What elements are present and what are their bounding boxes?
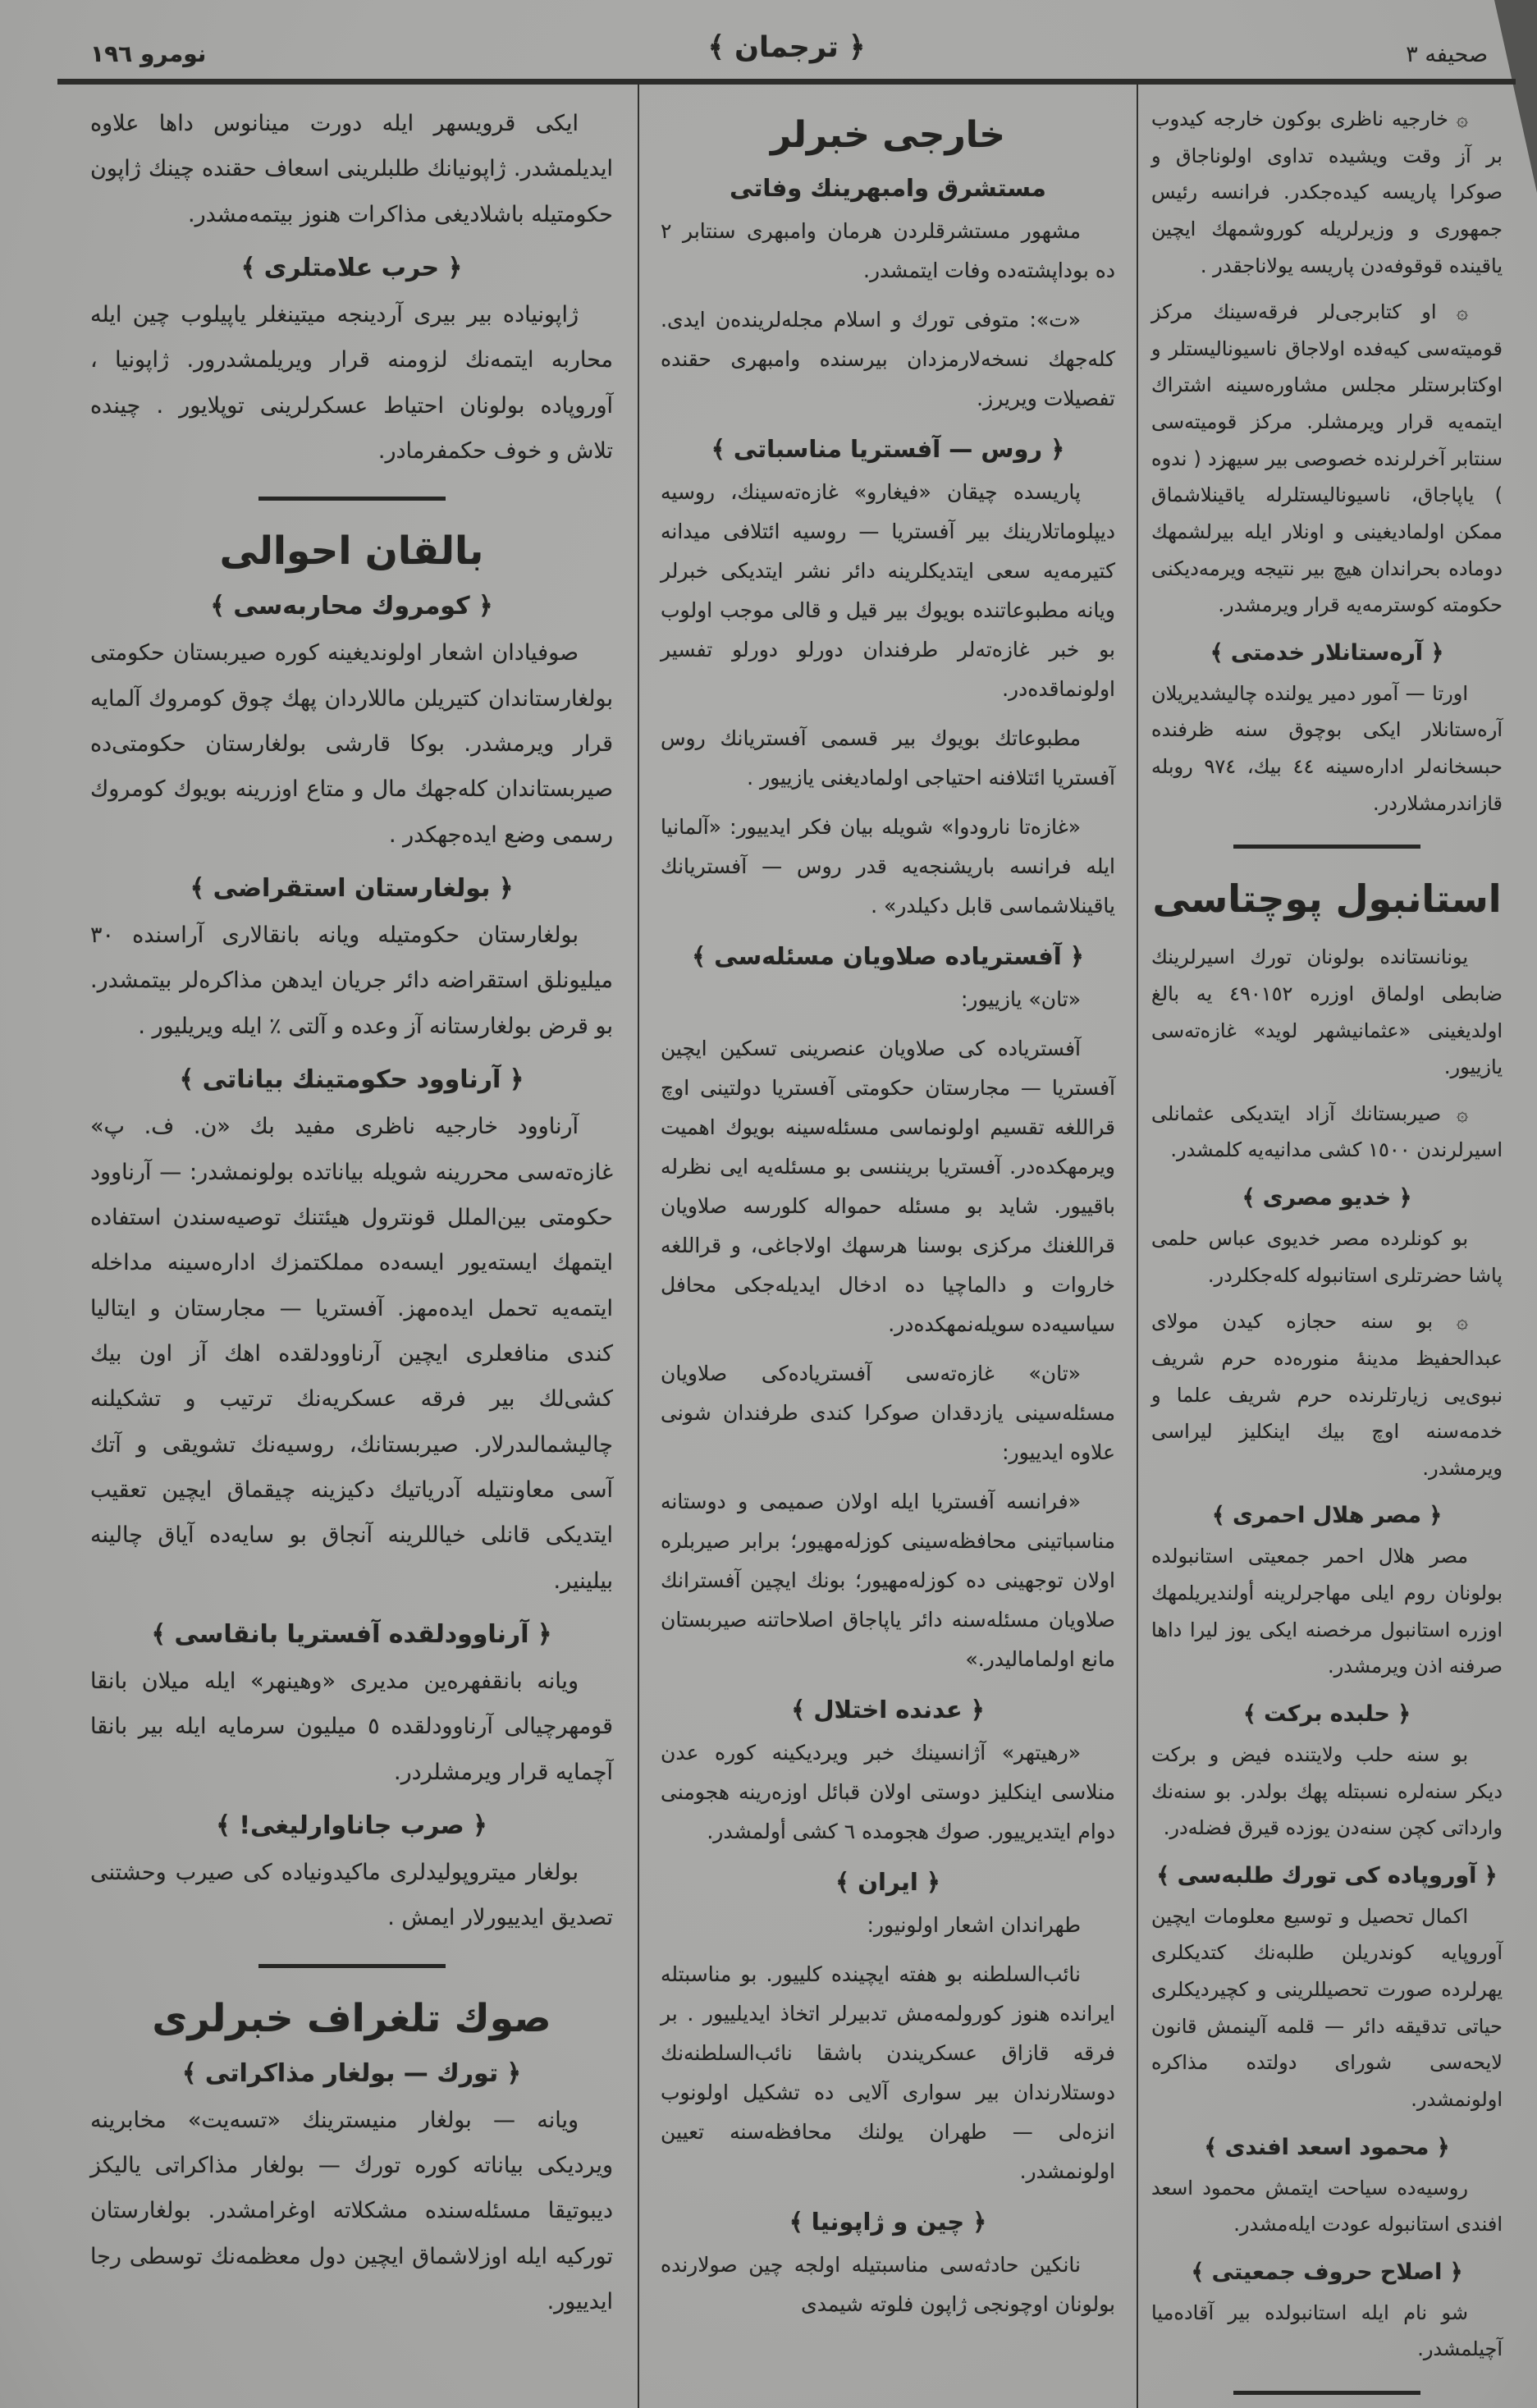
issue-number-label: نومرو ١٩٦: [90, 40, 207, 67]
article-heading: ﴿ آرناوودلقده آفستريا بانقاسى ﴾: [151, 1619, 552, 1649]
article-heading: ﴿ بولغارستان استقراضى ﴾: [190, 874, 514, 904]
article-paragraph: «فرانسه آفستريا ايله اولان صميمى و دوستانه مناسباتينى محافظه‌سينى كوزله‌مهيور؛ برابر صيربلره اولان توجهينى ده كوزله‌مهيور؛ بونك ايچين آفسترانك صلاويان مسئله‌سنه دائر ياپاجاق اصلاحاتنه صيربستان مانع اولماماليدر.»: [661, 1490, 1115, 1671]
article-heading: ﴿ مصر هلال احمرى ﴾: [1211, 1503, 1443, 1529]
article-heading: ﴿ محمود اسعد افندى ﴾: [1204, 2134, 1450, 2160]
article-paragraph: ويانه بانقفهره‌ين مديرى «وهينهر» ايله ميلان بانقا قومهرچيالى آرناوودلقده ٥ ميليون سرمايه ايله بير بانقا آچمايه قرار ويرمشلردر.: [90, 1668, 613, 1785]
article-lead: «تان» يازييور:: [960, 987, 1081, 1011]
article-heading: ﴿ حلبده بركت ﴾: [1242, 1701, 1411, 1727]
article-paragraph: آفسترياده كى صلاويان عنصرينى تسكين ايچين آفستريا — مجارستان حكومتى آفستريا دولتينى اوچ قراللغه تقسيم اولونماسى مسئله‌سينه بويوك اهميت ويرمهكده‌در. آفستريا بريننسى بو مسئله‌يه ايى نظرله باقييور. شايد بو مسئله حمواله كلورسه صلاويان قراللغنك مركزى بوسنا هرسهك اولاجاغى، و قراللغه خاروات و دالماچيا ده ادخال ايديله‌جكى محافل سياسيه‌ده سويله‌نمهكده‌در.: [661, 1037, 1115, 1336]
article-paragraph: «غازه‌تا نارودوا» شويله بيان فكر ايدييور: «آلمانيا ايله فرانسه باريشنجه‌يه قدر روس — آفستريانك ياقينلاشماسى قابل دكيلدر» .: [661, 815, 1115, 918]
article-paragraph: بو سنه حلب ولايتنده فيض و بركت ديكر سنه‌لره نسبتله پهك بولدر. بو سنه‌نك وارداتى كچن سنه‌دن يوزده قيرق فضله‌در.: [1151, 1742, 1503, 1840]
article-paragraph: ۞ خارجيه ناظرى بوكون خارجه كيدوب بر آز وقت ويشيده تداوى اولوناجاق و صوكرا پاريسه كيده‌جكدر. فرانسه رئيس جمهورى و وزيرلريله كوروشمهك ايچين ياقينده قوقوفه‌دن پاريسه يولاناجقدر .: [1151, 108, 1503, 277]
article-paragraph: نائب‌السلطنه بو هفته ايچينده كلييور. بو مناسبتله ايرانده هنوز كورولمه‌مش تدبيرلر اتخاذ ايديلييور . بر فرقه قازاق عسكريندن باشقا نائب‌السلطنه‌نك دوستلارندان بير سوارى آلايى ده تشكيل اولونوب انزه‌لى — طهران يولنك محافظه‌سنه تعيين اولونمشدر.: [661, 1962, 1115, 2183]
newspaper-column-left: [57, 85, 638, 2408]
article-paragraph: «رهيتهر» آژانسينك خبر ويرديكينه كوره عدن منلاسى اينكليز دوستى اولان قبائل اوزه‌رينه هجومنى دوام ايتديرييور. صوك هجومده ٦ كشى أولمشدر.: [661, 1741, 1115, 1843]
article-paragraph: ۞ بو سنه حجازه كيدن مولاى عبدالحفيظ مدينۀ منوره‌ده حرم شريف نبوى‌يى زيارتلرنده حرم شريف علما و خدمه‌سنه اوچ بيك اينكليز ليراسى ويرمشدر.: [1151, 1310, 1503, 1480]
article-heading: ﴿ آرناوود حكومتينك بياناتى ﴾: [179, 1065, 524, 1095]
article-paragraph: «تان» غازه‌ته‌سى آفسترياده‌كى صلاويان مسئله‌سينى يازدقدان صوكرا كندى طرفندان شونى علاوه ايدييور:: [661, 1362, 1115, 1464]
page-header: [57, 0, 1516, 85]
article-lead: طهراندان اشعار اولونيور:: [867, 1913, 1081, 1937]
article-heading: ﴿ آره‌ستانلار خدمتى ﴾: [1210, 639, 1444, 666]
article-heading: ﴿ صرب جاناوارليغى! ﴾: [216, 1811, 487, 1840]
newspaper-column-middle: [638, 85, 1138, 2408]
masthead-title: ﴿ ترجمان ﴾: [707, 31, 866, 64]
article-paragraph: اورتا — آمور دمير يولنده چاليشديريلان آره‌ستانلار ايكى بوچوق سنه ظرفنده حبسخانه‌لر اداره‌سينه ٤٤ بيك، ٩٧٤ روبله قازاندرمشلاردر.: [1151, 681, 1503, 815]
article-heading: ﴿ خديو مصرى ﴾: [1242, 1185, 1412, 1211]
article-paragraph: مطبوعاتك بويوك بير قسمى آفستريانك روس آفستريا ائتلافنه احتياجى اولماديغنى يازييور .: [661, 726, 1115, 790]
article-paragraph: شو نام ايله استانبولده بير آقاده‌ميا آچيلمشدر.: [1151, 2300, 1503, 2361]
newspaper-column-right: [1138, 85, 1516, 2408]
section-title: خارجى خبرلر: [770, 114, 1006, 156]
article-heading: ﴿ آفسترياده صلاويان مسئله‌سى ﴾: [692, 942, 1084, 970]
article-paragraph: صوفيادان اشعار اولونديغينه كوره صيربستان حكومتى بولغارستاندان كتيريلن ماللاردان پهك چوق كومروك آلمايه قرار ويرمشدر. بوكا قارشى بولغارستان حكومتى‌ده صيربستاندان كله‌جهك مال و متاع اوزرينه بويوك كومروك رسمى وضع ايده‌جهكدر .: [90, 640, 613, 848]
section-title: صوك تلغراف خبرلرى: [152, 1995, 551, 2041]
section-divider: [258, 497, 446, 501]
article-heading: ﴿ چين و ژاپونيا ﴾: [789, 2208, 987, 2236]
section-divider: [258, 1964, 446, 1968]
article-paragraph: بولغار ميتروپوليدلرى ماكيدونياده كى صيرب وحشتنى تصديق ايدييورلار ايمش .: [90, 1859, 613, 1931]
article-heading: ﴿ اصلاح حروف جمعيتى ﴾: [1191, 2259, 1463, 2285]
article-paragraph: مصر هلال احمر جمعيتى استانبولده بولونان روم ايلى مهاجرلرينه أولنديريلمهك اوزره استانبول مرخصنه ايكى يوز ليرا داها صرفنه اذن ويرمشدر.: [1151, 1545, 1503, 1678]
article-heading: ﴿ حرب علامتلرى ﴾: [240, 254, 463, 283]
article-paragraph: «ت»: متوفى تورك و اسلام مجله‌لرينده‌ن ايدى. كله‌جهك نسخه‌لارمزدان بيرسنده وامبهرى حقنده تفصيلات ويريرز.: [661, 308, 1115, 410]
section-title: بالقان احوالى: [219, 529, 484, 575]
columns-container: [57, 85, 1516, 2408]
article-paragraph: نانكين حادثه‌سى مناسبتيله اولجه چين صولارنده بولونان اوچونجى ژاپون فلوته شيمدى: [661, 2253, 1115, 2316]
article-heading: ﴿ آوروپاده كى تورك طلبه‌سى ﴾: [1156, 1862, 1498, 1888]
article-heading: مستشرق وامبهرينك وفاتى: [730, 174, 1046, 202]
page-number-label: صحيفه ٣: [1406, 42, 1488, 67]
section-divider: [1233, 845, 1420, 849]
section-title: استانبول پوچتاسى: [1152, 877, 1502, 922]
article-heading: ﴿ روس — آفستريا مناسباتى ﴾: [711, 435, 1065, 463]
article-paragraph: پاريسده چيقان «فيغارو» غازه‌ته‌سينك، روسيه ديپلوماتلارينك بير آفستريا — روسيه ائتلافى ميدانه كتيرمه‌يه سعى ايتديكلرينه دائر نشر ايتديكى خبرلر ويانه مطبوعاتنده بويوك بير قيل و قالى موجب اولوب بو خبر غازه‌ته‌لر طرفندان دورلو دورلو تفسير اولونماقده‌در.: [661, 480, 1115, 701]
article-heading: ﴿ كومروك محاربه‌سى ﴾: [210, 592, 493, 621]
article-paragraph: يونانستانده بولونان تورك اسيرلرينك ضابطى اولماق اوزره ٤٩٠١٥٢ يه بالغ اولديغينى «عثمانيشهر لويد» غازه‌ته‌سى يازييور.: [1151, 945, 1503, 1079]
article-paragraph: اكمال تحصيل و توسيع معلومات ايچين آوروپايه كوندريلن طلبه‌نك كتديكلرى يهرلرده صورت تحصيللرينى و كچيرديكلرى حياتى تدقيقه دائر — قلمه آلينمش قانون لايحه‌سى شوراى دولتده مذاكره اولونمشدر.: [1151, 1904, 1503, 2111]
article-paragraph: بو كونلرده مصر خديوى عباس حلمى پاشا حضرتلرى استانبوله كله‌جكلردر.: [1151, 1227, 1503, 1287]
article-paragraph: ۞ او كتابرجى‌لر فرقه‌سينك مركز قوميته‌سى كيه‌فده اولاجاق ناسيوناليستلر و اوكتابرستلر مجلس مشاوره‌سينه اشتراك ايتمه‌يه قرار ويرمشلر. مركز قوميته‌سى سنتابر آخرلرنده خصوصى بير سيهزد ( ندوه ) ياپاجاق، ناسيوناليستلرله ياقينلاشماق ممكن اولماديغينى و اونلار ايله بيرلشمهك دوماده بحراندان هيچ بير نتيجه ويرمه‌ديكنى حكومته كوسترمه‌يه قرار ويرمشدر.: [1151, 300, 1503, 617]
article-paragraph: ژاپونياده بير بيرى آردينجه ميتينغلر ياپيلوب چين ايله محاربه ايتمه‌نك لزومنه قرار ويريلمشدرور. ژاپونيا ، آوروپاده بولونان احتياط عسكرلرينى توپلايور . چينده تلاش و خوف حكمفرمادر.: [90, 302, 613, 465]
section-divider: [1233, 2391, 1420, 2395]
article-heading: ﴿ تورك — بولغار مذاكراتى ﴾: [181, 2058, 522, 2088]
article-paragraph: ۞ صيربستانك آزاد ايتديكى عثمانلى اسيرلرندن ١٥٠٠ كشى مدانيه‌يه كلمشدر.: [1151, 1101, 1503, 1162]
article-paragraph: ايكى قرويسهر ايله دورت مينانوس داها علاوه ايديلمشدر. ژاپونيانك طلبلرينى اسعاف حقنده چينك ژاپون حكومتيله باشلاديغى مذاكرات هنوز بيتمه‌مشدر.: [90, 111, 613, 227]
article-paragraph: ويانه — بولغار منيسترينك «تسه‌يت» مخابرينه ويرديكى بياناته كوره تورك — بولغار مذاكراتى ياليكز ديبوتيقا مسئله‌سنده مشكلاته اوغرامشدر. بولغارستان تورکيه ايله اوزلاشماق ايچين دول معظمه‌نك توسطى رجا ايدييور.: [90, 2107, 613, 2315]
article-heading: ﴿ ايران ﴾: [835, 1868, 940, 1896]
article-paragraph: بولغارستان حكومتيله ويانه بانقالارى آراسنده ٣٠ ميليونلق استقراضه دائر جريان ايدهن مذاكره‌لر بيتمشدر. بو قرض بولغارستانه آز وعده و آلتى ٪ ايله ويريليور .: [90, 922, 613, 1039]
article-paragraph: مشهور مستشرقلردن هرمان وامبهرى سنتابر ٢ ده بوداپشته‌ده وفات ايتمشدر.: [661, 219, 1115, 282]
article-heading: ﴿ عدنده اختلال ﴾: [791, 1696, 985, 1724]
article-paragraph: روسيه‌ده سياحت ايتمش محمود اسعد افندى استانبوله عودت ايله‌مشدر.: [1151, 2176, 1503, 2236]
article-paragraph: آرناوود خارجيه ناظرى مفيد بك «ن. ف. پ» غازه‌ته‌سى محررينه شويله بياناتده بولونمشدر: — آرناوود حكومتى بين‌الملل قونترول هيئتنك توصيه‌سندن استفاده ايتمهك ايسته‌يور ايسه‌ده مملكتمزك اداره‌سينه مداخله ايتمه‌يه تحمل ايده‌مهز. آفستريا — مجارستان و ايتاليا كندى منافعلرى ايچين آرناوودلقده اهك آز اون بيك كشى‌لك بير فرقه عسكريه‌نك ترتيب و تشكيلنه چاليشمالىدرلار. صيربستانك، روسيه‌نك تشويقى و آتك آسى معاونتيله آدرياتيك دكيزينه چيقماق ايچين تعقيب ايتديكى قانلى خياللرينه آنجاق بو سايه‌ده آياق چالينه بيلينير.: [90, 1114, 613, 1594]
